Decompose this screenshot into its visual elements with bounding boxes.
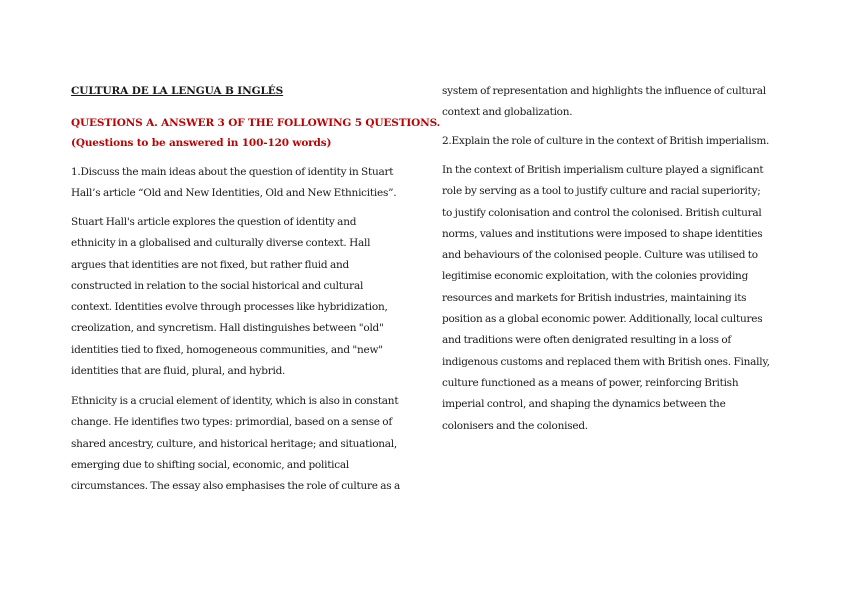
answer-2 [442, 160, 770, 437]
text-line: 1.Discuss the main ideas about the question of identity in Stuart [71, 166, 394, 178]
text-line: identities that are fluid, plural, and hybrid. [71, 365, 286, 378]
text-line: and behaviours of the colonised people. Culture was utilised to [442, 249, 758, 262]
text-line: culture functioned as a means of power, reinforcing British [442, 376, 739, 389]
text-line: 2.Explain the role of culture in the context of British imperialism. [442, 135, 770, 147]
text-line: to justify colonisation and control the colonised. British cultural [442, 206, 762, 219]
text-line: In the context of British imperialism culture played a significant [442, 164, 764, 176]
text-line: indigenous customs and replaced them with British ones. Finally, [442, 355, 770, 368]
document-heading: CULTURA DE LA LENGUA B INGLÉS [71, 85, 284, 97]
question-2 [442, 131, 769, 152]
instructions-line-2: (Questions to be answered in 100-120 words) [71, 137, 332, 149]
instructions-block [71, 113, 440, 153]
text-line: Hall’s article “Old and New Identities, Old and New Ethnicities”. [71, 187, 397, 200]
text-line: role by serving as a tool to justify culture and racial superiority; [442, 185, 761, 198]
text-line: legitimise economic exploitation, with the colonies providing [442, 270, 749, 283]
text-line: change. He identifies two types: primordial, based on a sense of [71, 416, 392, 429]
text-line: resources and markets for British industries, maintaining its [442, 291, 747, 304]
text-line: argues that identities are not fixed, but rather fluid and [71, 258, 349, 271]
text-line: system of representation and highlights the influence of cultural [442, 85, 766, 97]
text-line: and traditions were often denigrated resulting in a loss of [442, 334, 732, 347]
text-line: position as a global economic power. Additionally, local cultures [442, 313, 763, 326]
text-line: ethnicity in a globalised and culturally diverse context. Hall [71, 237, 371, 250]
text-line: identities tied to fixed, homogeneous communities, and "new" [71, 343, 383, 356]
text-line: shared ancestry, culture, and historical heritage; and situational, [71, 437, 397, 450]
text-line: imperial control, and shaping the dynamics between the [442, 398, 726, 411]
answer-1-paragraph-2 [71, 391, 400, 497]
text-line: circumstances. The essay also emphasises the role of culture as a [71, 480, 401, 493]
text-line: context. Identities evolve through processes like hybridization, [71, 301, 388, 314]
text-line: colonisers and the colonised. [442, 419, 588, 432]
text-line: emerging due to shifting social, economic, and political [71, 458, 350, 471]
text-line: Ethnicity is a crucial element of identity, which is also in constant [71, 395, 399, 407]
answer-1-continued [442, 81, 766, 124]
text-line: creolization, and syncretism. Hall distinguishes between "old" [71, 322, 384, 335]
question-1 [71, 162, 396, 205]
answer-1-paragraph-1 [71, 212, 388, 382]
text-line: context and globalization. [442, 106, 573, 119]
text-line: Stuart Hall's article explores the question of identity and [71, 216, 357, 228]
text-line: norms, values and institutions were imposed to shape identities [442, 227, 763, 240]
text-line: constructed in relation to the social historical and cultural [71, 279, 364, 292]
instructions-line-1: QUESTIONS A. ANSWER 3 OF THE FOLLOWING 5 QUESTIONS. [71, 117, 441, 129]
